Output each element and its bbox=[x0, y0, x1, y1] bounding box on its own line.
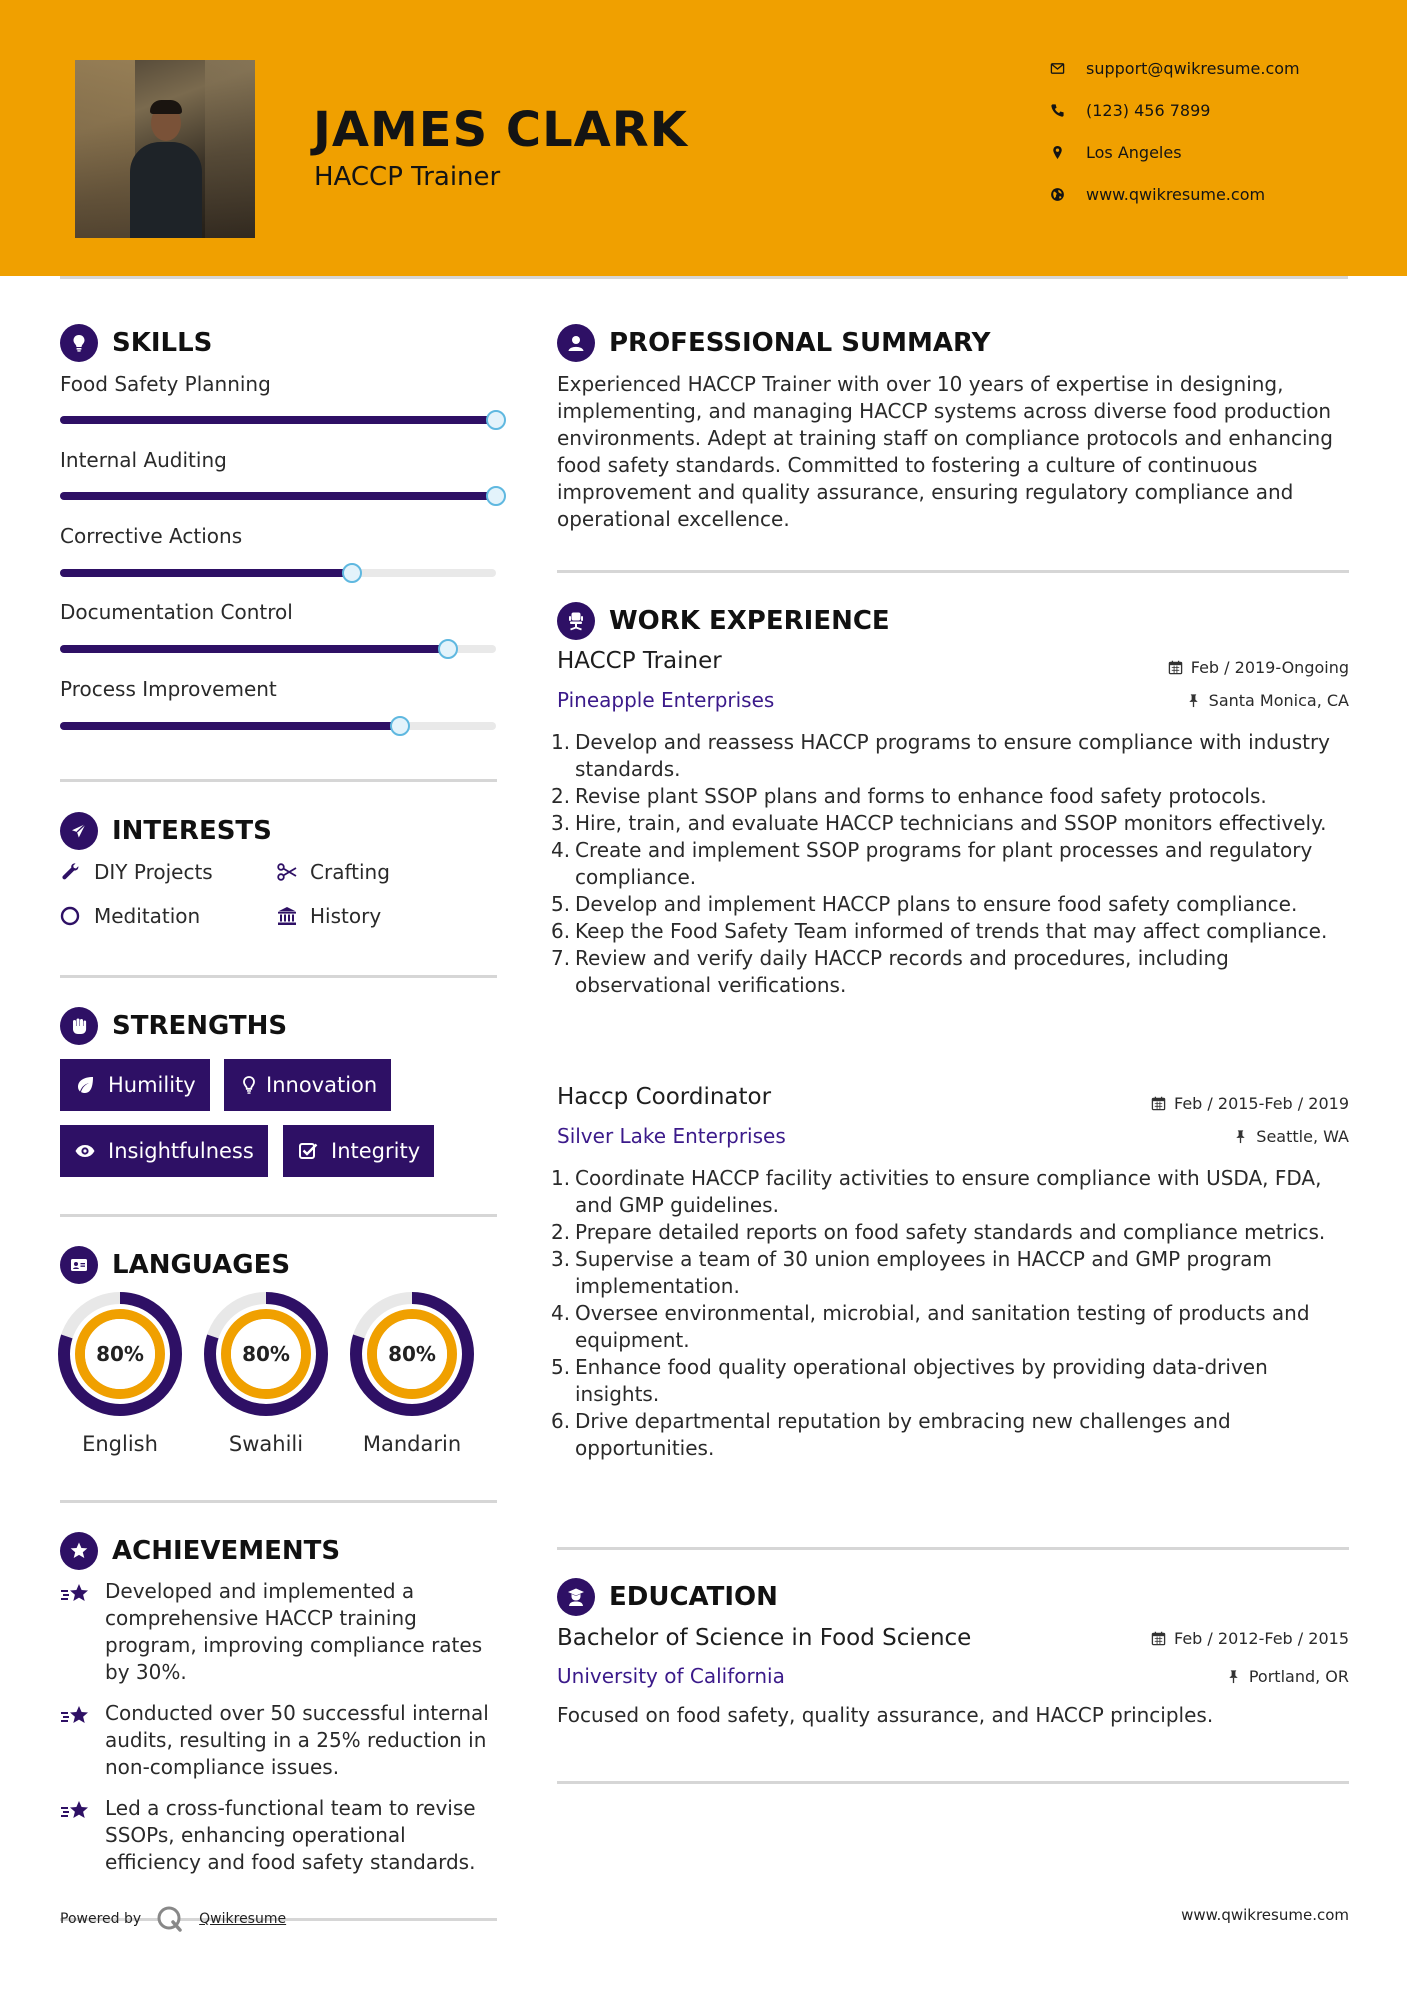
envelope-icon bbox=[1050, 61, 1086, 77]
job-location bbox=[1233, 1127, 1349, 1146]
contact-location-text: Los Angeles bbox=[1086, 143, 1182, 162]
education-description: Focused on food safety, quality assurance, and HACCP principles. bbox=[557, 1703, 1214, 1727]
strength-label: Humility bbox=[108, 1073, 196, 1097]
education-heading bbox=[557, 1578, 778, 1616]
bank-icon bbox=[276, 905, 310, 927]
section-divider bbox=[60, 975, 497, 978]
job-location bbox=[1186, 691, 1349, 710]
interest-label: DIY Projects bbox=[94, 860, 213, 884]
strength-badge bbox=[60, 1125, 268, 1177]
job-dates-text: Feb / 2015-Feb / 2019 bbox=[1174, 1094, 1349, 1113]
phone-icon bbox=[1050, 103, 1086, 119]
powered-by-label: Powered by bbox=[60, 1911, 142, 1927]
candidate-name: JAMES CLARK bbox=[313, 102, 688, 158]
shooting-star-icon bbox=[60, 1795, 105, 1876]
list-item: 4. Oversee environmental, microbial, and sanitation testing of products and equipment. bbox=[551, 1301, 1310, 1352]
duty-text: Develop and reassess HACCP programs to ensure compliance with industry standards. bbox=[575, 730, 1331, 781]
education-heading-text: EDUCATION bbox=[609, 1582, 778, 1612]
map-pin-icon bbox=[1050, 145, 1086, 161]
shooting-star-icon bbox=[60, 1578, 105, 1686]
calendar-icon bbox=[1168, 660, 1183, 675]
eye-icon bbox=[74, 1140, 108, 1162]
resume-header bbox=[0, 0, 1407, 276]
duty-text: Coordinate HACCP facility activities to ensure compliance with USDA, FDA, and GMP guidelines. bbox=[575, 1166, 1322, 1217]
achievements-heading-text: ACHIEVEMENTS bbox=[112, 1536, 341, 1566]
calendar-icon bbox=[1151, 1096, 1166, 1111]
job-company: Pineapple Enterprises bbox=[557, 688, 775, 712]
summary-heading bbox=[557, 324, 990, 362]
duty-text: Enhance food quality operational objectives by providing data-driven insights. bbox=[575, 1355, 1268, 1406]
language-percent: 80% bbox=[242, 1342, 290, 1366]
skill-bar-fill bbox=[60, 492, 496, 500]
graduate-icon bbox=[557, 1578, 595, 1616]
strength-label: Insightfulness bbox=[108, 1139, 254, 1163]
section-divider bbox=[60, 1214, 497, 1217]
skill-label: Process Improvement bbox=[60, 677, 277, 701]
calendar-icon bbox=[1151, 1631, 1166, 1646]
education-location-text: Portland, OR bbox=[1248, 1667, 1349, 1686]
achievement-text: Led a cross-functional team to revise SSOPs, enhancing operational efficiency and food safety standards. bbox=[105, 1796, 476, 1874]
strengths-heading-text: STRENGTHS bbox=[112, 1011, 288, 1041]
duty-text: Revise plant SSOP plans and forms to enhance food safety protocols. bbox=[575, 784, 1267, 808]
list-item: 7. Review and verify daily HACCP records and procedures, including observational verifications. bbox=[551, 946, 1229, 997]
interests-heading bbox=[60, 812, 272, 850]
duty-text: Supervise a team of 30 union employees in HACCP and GMP program implementation. bbox=[575, 1247, 1272, 1298]
strength-badge bbox=[283, 1125, 434, 1177]
circle-icon bbox=[60, 905, 94, 927]
fist-icon bbox=[60, 1007, 98, 1045]
shooting-star-icon bbox=[60, 1700, 105, 1781]
list-item: 6. Drive departmental reputation by embracing new challenges and opportunities. bbox=[551, 1409, 1231, 1460]
skill-bar-fill bbox=[60, 416, 496, 424]
contact-location bbox=[1050, 143, 1182, 162]
skill-bar-knob bbox=[390, 716, 410, 736]
language-gauge bbox=[204, 1292, 328, 1456]
interest-label: Meditation bbox=[94, 904, 201, 928]
pushpin-icon bbox=[1233, 1129, 1248, 1144]
education-degree: Bachelor of Science in Food Science bbox=[557, 1625, 972, 1651]
user-icon bbox=[557, 324, 595, 362]
contact-website[interactable] bbox=[1050, 185, 1265, 204]
job-title: Haccp Coordinator bbox=[557, 1084, 772, 1110]
work-heading-text: WORK EXPERIENCE bbox=[609, 606, 890, 636]
list-item: 5. Enhance food quality operational objectives by providing data-driven insights. bbox=[551, 1355, 1268, 1406]
duty-text: Keep the Food Safety Team informed of trends that may affect compliance. bbox=[575, 919, 1328, 943]
paper-plane-icon bbox=[60, 812, 98, 850]
job-dates bbox=[1168, 658, 1349, 677]
powered-by[interactable] bbox=[60, 1904, 286, 1934]
interest-label: Crafting bbox=[310, 860, 390, 884]
summary-text: Experienced HACCP Trainer with over 10 years of expertise in designing, implementing, and managing HACCP systems across diverse food production environments. Adept at training staff on compliance protocols and enhancing food safety standards. Committed to fostering a culture of continuous improvement and quality assurance, ensuring regulatory compliance and operational excellence. bbox=[557, 372, 1333, 531]
education-dates bbox=[1151, 1629, 1349, 1648]
list-item: 4. Create and implement SSOP programs for plant processes and regulatory compliance. bbox=[551, 838, 1313, 889]
language-name: English bbox=[82, 1432, 158, 1456]
skill-bar-knob bbox=[438, 639, 458, 659]
duty-text: Prepare detailed reports on food safety standards and compliance metrics. bbox=[575, 1220, 1326, 1244]
powered-by-brand[interactable]: Qwikresume bbox=[199, 1911, 287, 1927]
skill-bar-knob bbox=[342, 563, 362, 583]
language-percent: 80% bbox=[96, 1342, 144, 1366]
list-item: 1. Coordinate HACCP facility activities to ensure compliance with USDA, FDA, and GMP guidelines. bbox=[551, 1166, 1322, 1217]
strengths-heading bbox=[60, 1007, 287, 1045]
skills-heading-text: SKILLS bbox=[112, 328, 213, 358]
strength-label: Integrity bbox=[331, 1139, 421, 1163]
contact-phone[interactable] bbox=[1050, 101, 1210, 120]
list-item: 2. Revise plant SSOP plans and forms to enhance food safety protocols. bbox=[551, 784, 1267, 808]
office-chair-icon bbox=[557, 602, 595, 640]
language-percent: 80% bbox=[388, 1342, 436, 1366]
skill-bar-fill bbox=[60, 645, 448, 653]
section-divider bbox=[557, 570, 1349, 573]
globe-icon bbox=[1050, 187, 1086, 203]
checkbox-icon bbox=[297, 1140, 331, 1162]
strength-badge bbox=[224, 1059, 391, 1111]
lightbulb-icon bbox=[238, 1074, 266, 1096]
section-divider bbox=[60, 779, 497, 782]
list-item: 3. Supervise a team of 30 union employees in HACCP and GMP program implementation. bbox=[551, 1247, 1272, 1298]
section-divider bbox=[557, 1781, 1349, 1784]
section-divider bbox=[60, 1500, 497, 1503]
duty-text: Drive departmental reputation by embracing new challenges and opportunities. bbox=[575, 1409, 1231, 1460]
skill-bar bbox=[60, 569, 496, 577]
interest-item bbox=[276, 904, 381, 928]
language-gauge bbox=[58, 1292, 182, 1456]
skill-bar bbox=[60, 645, 496, 653]
interest-item bbox=[276, 860, 390, 884]
duty-text: Create and implement SSOP programs for plant processes and regulatory compliance. bbox=[575, 838, 1313, 889]
footer-website[interactable]: www.qwikresume.com bbox=[1181, 1906, 1349, 1924]
duty-text: Review and verify daily HACCP records and procedures, including observational verifications. bbox=[575, 946, 1229, 997]
job-dates-text: Feb / 2019-Ongoing bbox=[1190, 658, 1349, 677]
duty-text: Oversee environmental, microbial, and sanitation testing of products and equipment. bbox=[575, 1301, 1310, 1352]
skill-bar-fill bbox=[60, 569, 352, 577]
wrench-icon bbox=[60, 861, 94, 883]
scissors-icon bbox=[276, 861, 310, 883]
header-divider bbox=[60, 276, 1348, 279]
achievement-item bbox=[60, 1795, 500, 1876]
duty-text: Develop and implement HACCP plans to ensure food safety compliance. bbox=[575, 892, 1298, 916]
achievement-item bbox=[60, 1578, 500, 1686]
skill-bar-knob bbox=[486, 486, 506, 506]
job-title: HACCP Trainer bbox=[557, 648, 722, 674]
achievements-heading bbox=[60, 1532, 340, 1570]
contact-phone-text: (123) 456 7899 bbox=[1086, 101, 1211, 120]
language-name: Swahili bbox=[228, 1432, 304, 1456]
list-item: 6. Keep the Food Safety Team informed of trends that may affect compliance. bbox=[551, 919, 1328, 943]
skill-bar-knob bbox=[486, 410, 506, 430]
interests-heading-text: INTERESTS bbox=[112, 816, 272, 846]
contact-email-text: support@qwikresume.com bbox=[1086, 59, 1300, 78]
interest-item bbox=[60, 904, 200, 928]
skill-bar bbox=[60, 722, 496, 730]
section-divider bbox=[557, 1547, 1349, 1550]
summary-heading-text: PROFESSIONAL SUMMARY bbox=[609, 328, 991, 358]
duty-text: Hire, train, and evaluate HACCP technicians and SSOP monitors effectively. bbox=[575, 811, 1327, 835]
job-dates bbox=[1151, 1094, 1349, 1113]
qwikresume-logo-icon bbox=[155, 1904, 185, 1934]
language-name: Mandarin bbox=[362, 1432, 462, 1456]
id-card-icon bbox=[60, 1246, 98, 1284]
profile-photo bbox=[75, 60, 255, 238]
skill-label: Internal Auditing bbox=[60, 448, 227, 472]
achievement-item bbox=[60, 1700, 500, 1781]
skill-label: Corrective Actions bbox=[60, 524, 243, 548]
list-item: 5. Develop and implement HACCP plans to ensure food safety compliance. bbox=[551, 892, 1298, 916]
education-location bbox=[1226, 1667, 1349, 1686]
language-gauge bbox=[350, 1292, 474, 1456]
skill-bar bbox=[60, 492, 496, 500]
lightbulb-icon bbox=[60, 324, 98, 362]
interest-item bbox=[60, 860, 213, 884]
star-badge-icon bbox=[60, 1532, 98, 1570]
list-item: 2. Prepare detailed reports on food safety standards and compliance metrics. bbox=[551, 1220, 1326, 1244]
skill-label: Documentation Control bbox=[60, 600, 293, 624]
contact-email[interactable] bbox=[1050, 59, 1300, 78]
strength-label: Innovation bbox=[266, 1073, 378, 1097]
skills-heading bbox=[60, 324, 212, 362]
job-duties-list bbox=[551, 1165, 1355, 1462]
achievement-text: Developed and implemented a comprehensive HACCP training program, improving compliance rates by 30%. bbox=[105, 1579, 483, 1684]
job-location-text: Santa Monica, CA bbox=[1208, 691, 1349, 710]
pushpin-icon bbox=[1226, 1669, 1241, 1684]
list-item: 3. Hire, train, and evaluate HACCP technicians and SSOP monitors effectively. bbox=[551, 811, 1327, 835]
job-company: Silver Lake Enterprises bbox=[557, 1124, 786, 1148]
skill-bar-fill bbox=[60, 722, 400, 730]
education-dates-text: Feb / 2012-Feb / 2015 bbox=[1174, 1629, 1349, 1648]
leaf-icon bbox=[74, 1074, 108, 1096]
education-school: University of California bbox=[557, 1664, 785, 1688]
pushpin-icon bbox=[1186, 693, 1201, 708]
list-item: 1. Develop and reassess HACCP programs to ensure compliance with industry standards. bbox=[551, 730, 1331, 781]
achievement-text: Conducted over 50 successful internal audits, resulting in a 25% reduction in non-compliance issues. bbox=[105, 1701, 489, 1779]
job-location-text: Seattle, WA bbox=[1256, 1127, 1349, 1146]
languages-heading-text: LANGUAGES bbox=[112, 1250, 291, 1280]
strength-badge bbox=[60, 1059, 210, 1111]
skill-bar bbox=[60, 416, 496, 424]
skill-label: Food Safety Planning bbox=[60, 372, 271, 396]
job-duties-list bbox=[551, 729, 1355, 999]
work-heading bbox=[557, 602, 890, 640]
languages-heading bbox=[60, 1246, 290, 1284]
candidate-role: HACCP Trainer bbox=[314, 162, 501, 192]
interest-label: History bbox=[310, 904, 382, 928]
contact-website-text: www.qwikresume.com bbox=[1086, 185, 1266, 204]
